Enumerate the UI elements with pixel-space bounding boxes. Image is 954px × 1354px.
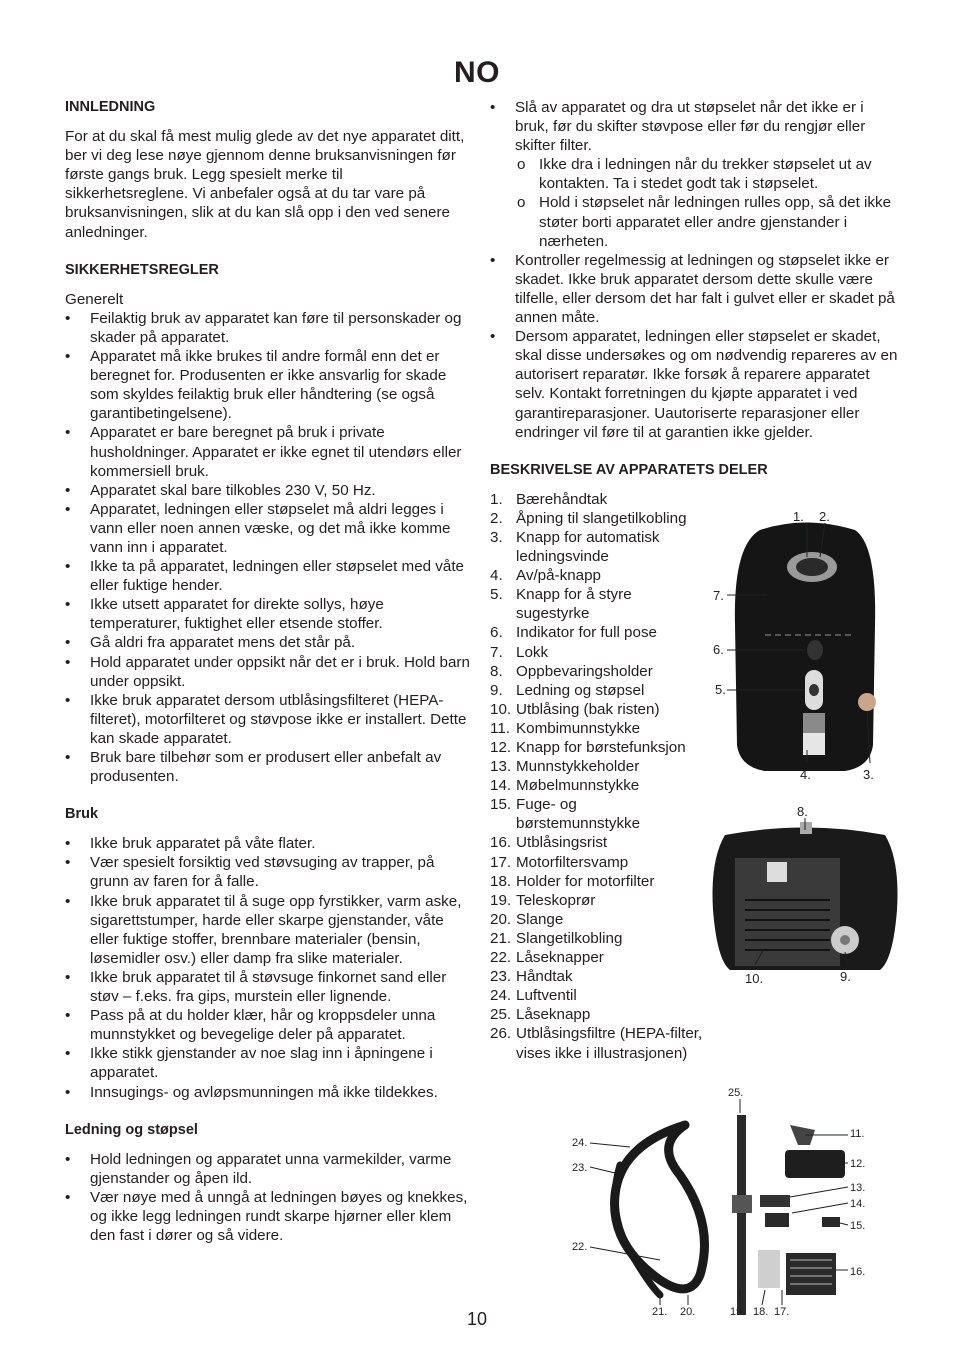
parts-list-text: Munnstykkeholder bbox=[516, 758, 640, 776]
cord-list-continued bbox=[490, 98, 900, 442]
figure-label: 12. bbox=[850, 1158, 866, 1170]
parts-list-text: Indikator for full pose bbox=[516, 624, 657, 642]
parts-list-item bbox=[490, 738, 705, 757]
list-item: • Innsugings- og avløpsmunningen må ikke tildekkes. bbox=[65, 1083, 470, 1102]
parts-list-item bbox=[490, 643, 705, 662]
figure-label: 17. bbox=[774, 1306, 790, 1318]
list-item: • Feilaktig bruk av apparatet kan føre til personskader og skader på apparatet. bbox=[65, 309, 470, 347]
parts-list-item bbox=[490, 1005, 705, 1024]
left-column bbox=[65, 98, 470, 1245]
list-item: • Vær spesielt forsiktig ved støvsuging av trapper, på grunn av faren for å falle. bbox=[65, 853, 470, 891]
list-item: • Slå av apparatet og dra ut støpselet når det ikke er i bruk, før du skifter støvpose eller før du rengjør eller skifter filter. bbox=[490, 98, 900, 155]
cord-list bbox=[65, 1150, 470, 1245]
parts-list bbox=[490, 490, 705, 1063]
parts-list-item bbox=[490, 891, 705, 910]
parts-list-number: 24. bbox=[490, 987, 512, 1005]
parts-list-item bbox=[490, 853, 705, 872]
figure-label: 24. bbox=[572, 1137, 588, 1149]
figure-label: 13. bbox=[850, 1182, 866, 1194]
figure-label: 10. bbox=[745, 971, 764, 986]
parts-heading: BESKRIVELSE AV APPARATETS DELER bbox=[490, 461, 768, 478]
parts-list-item bbox=[490, 681, 705, 700]
list-item: • Ikke utsett apparatet for direkte sollys, høye temperaturer, fuktighet eller etsende stoffer. bbox=[65, 595, 470, 633]
intro-heading: INNLEDNING bbox=[65, 99, 156, 115]
page-number: 10 bbox=[466, 1309, 488, 1329]
use-list bbox=[65, 834, 470, 1101]
parts-list-number: 9. bbox=[490, 681, 503, 699]
figure-label: 21. bbox=[652, 1306, 668, 1318]
parts-list-number: 1. bbox=[490, 490, 503, 508]
parts-list-number: 2. bbox=[490, 509, 503, 527]
parts-list-text: Slange bbox=[516, 910, 564, 928]
parts-list-number: 4. bbox=[490, 567, 503, 585]
parts-list-number: 10. bbox=[490, 700, 512, 718]
intro-text: For at du skal få mest mulig glede av det nye apparatet ditt, ber vi deg lese nøye gjennom denne bruksanvisningen før første gangs bruk. Legg spesielt merke til sikkerhetsreglene. Vi anbefaler også at du tar vare på bruksanvisningen, slik at du kan slå opp i den ved senere anledninger. bbox=[65, 128, 465, 241]
list-item: • Hold apparatet under oppsikt når det er i bruk. Hold barn under oppsikt. bbox=[65, 653, 470, 691]
parts-list-number: 17. bbox=[490, 853, 512, 871]
parts-list-text: Av/på-knapp bbox=[516, 567, 601, 585]
parts-list-item bbox=[490, 509, 705, 528]
parts-list-number: 22. bbox=[490, 949, 512, 967]
parts-list-text: Håndtak bbox=[516, 968, 573, 986]
parts-list-number: 6. bbox=[490, 624, 503, 642]
list-item: • Vær nøye med å unngå at ledningen bøyes og knekkes, og ikke legg ledningen rundt skarpe hjørner eller klem den fast i dører og så videre. bbox=[65, 1188, 470, 1245]
parts-list-number: 3. bbox=[490, 528, 503, 546]
figure-label: 4. bbox=[800, 767, 811, 782]
parts-list-number: 20. bbox=[490, 910, 512, 928]
parts-list-text: Knapp for automatisk ledningsvinde bbox=[516, 528, 660, 566]
parts-list-text: Utblåsing (bak risten) bbox=[516, 700, 660, 718]
parts-list-number: 23. bbox=[490, 968, 512, 986]
list-item: • Bruk bare tilbehør som er produsert eller anbefalt av produsenten. bbox=[65, 748, 470, 786]
parts-list-text: Holder for motorfilter bbox=[516, 872, 655, 890]
list-item: • Ikke ta på apparatet, ledningen eller støpselet med våte eller fuktige hender. bbox=[65, 557, 470, 595]
sub-list-item: o Ikke dra i ledningen når du trekker støpselet ut av kontakten. Ta i stedet godt tak i støpselet. bbox=[490, 155, 900, 193]
parts-list-number: 19. bbox=[490, 891, 512, 909]
use-heading: Bruk bbox=[65, 806, 99, 823]
parts-list-item bbox=[490, 776, 705, 795]
figure-label: 14. bbox=[850, 1198, 866, 1210]
parts-list-text: Lokk bbox=[516, 643, 549, 661]
list-item: • Apparatet, ledningen eller støpselet må aldri legges i vann eller noen annen væske, og det må ikke komme vann inn i apparatet. bbox=[65, 500, 470, 557]
figure-label: 11. bbox=[850, 1128, 865, 1140]
list-item: • Ikke bruk apparatet dersom utblåsingsfilteret (HEPA-filteret), motorfilteret og støvpose ikke er installert. Dette kan skade apparatet. bbox=[65, 691, 470, 748]
parts-list-item bbox=[490, 719, 705, 738]
figure-label: 5. bbox=[715, 682, 726, 697]
figure-label: 2. bbox=[819, 509, 830, 524]
parts-list-item bbox=[490, 872, 705, 891]
parts-list-number: 25. bbox=[490, 1006, 512, 1024]
figure-label: 23. bbox=[572, 1162, 588, 1174]
parts-list-item bbox=[490, 910, 705, 929]
figure-label: 3. bbox=[863, 767, 874, 782]
parts-list-item bbox=[490, 566, 705, 585]
parts-list-item bbox=[490, 948, 705, 967]
parts-list-text: Møbelmunnstykke bbox=[516, 777, 640, 795]
list-item: • Apparatet skal bare tilkobles 230 V, 50 Hz. bbox=[65, 481, 470, 500]
parts-list-number: 26. bbox=[490, 1025, 512, 1043]
parts-list-item bbox=[490, 662, 705, 681]
parts-list-number: 18. bbox=[490, 872, 512, 890]
list-item: • Ikke bruk apparatet til å suge opp fyrstikker, varm aske, sigarettstumper, harde eller skarpe gjenstander, våte eller fuktige stoffer, brennbare materialer (bensin, løsemidler osv.) eller damp fra slike materialer. bbox=[65, 892, 470, 968]
parts-list-number: 8. bbox=[490, 662, 503, 680]
general-list bbox=[65, 309, 470, 786]
figure-label: 1. bbox=[793, 509, 804, 524]
figure-label: 7. bbox=[713, 588, 724, 603]
parts-list-item bbox=[490, 757, 705, 776]
parts-list-item bbox=[490, 700, 705, 719]
parts-list-number: 7. bbox=[490, 643, 503, 661]
figure-label: 22. bbox=[572, 1241, 588, 1253]
parts-list-item bbox=[490, 795, 705, 833]
parts-list-text: Kombimunnstykke bbox=[516, 719, 641, 737]
parts-list-text: Motorfiltersvamp bbox=[516, 853, 629, 871]
list-item: • Ikke stikk gjenstander av noe slag inn i åpningene i apparatet. bbox=[65, 1044, 470, 1082]
figure-label: 9. bbox=[840, 969, 851, 984]
list-item: • Pass på at du holder klær, hår og kroppsdeler unna munnstykket og bevegelige deler på apparatet. bbox=[65, 1006, 470, 1044]
parts-list-item bbox=[490, 528, 705, 566]
parts-list-text: Slangetilkobling bbox=[516, 929, 623, 947]
page-title: NO bbox=[454, 56, 500, 89]
parts-list-text: Bærehåndtak bbox=[516, 490, 608, 508]
figure-label: 8. bbox=[797, 804, 808, 819]
parts-list-number: 5. bbox=[490, 586, 503, 604]
parts-list-text: Ledning og støpsel bbox=[516, 681, 645, 699]
parts-list-text: Låseknapper bbox=[516, 949, 604, 967]
parts-list-number: 15. bbox=[490, 796, 512, 814]
figure-label: 15. bbox=[850, 1220, 866, 1232]
parts-list-item bbox=[490, 986, 705, 1005]
parts-list-item bbox=[490, 585, 705, 623]
parts-list-text: Knapp for å styre sugestyrke bbox=[516, 586, 632, 623]
list-item: • Ikke bruk apparatet på våte flater. bbox=[65, 834, 470, 853]
parts-list-item bbox=[490, 967, 705, 986]
parts-list-number: 11. bbox=[490, 719, 510, 737]
parts-list-text: Fuge- og børstemunnstykke bbox=[516, 796, 641, 833]
general-label: Generelt bbox=[65, 290, 124, 308]
parts-list-item bbox=[490, 929, 705, 948]
parts-list-text: Teleskoprør bbox=[516, 891, 596, 909]
list-item: • Gå aldri fra apparatet mens det står på. bbox=[65, 633, 470, 652]
parts-list-text: Oppbevaringsholder bbox=[516, 662, 653, 680]
parts-list-number: 14. bbox=[490, 777, 512, 795]
vacuum-top-view-figure bbox=[705, 505, 905, 790]
list-item: • Apparatet er bare beregnet på bruk i private husholdninger. Apparatet er ikke egnet til utendørs eller kommersiell bruk. bbox=[65, 423, 470, 480]
list-item: • Hold ledningen og apparatet unna varmekilder, varme gjenstander og åpen ild. bbox=[65, 1150, 470, 1188]
sub-list-item: o Hold i støpselet når ledningen rulles opp, så det ikke støter borti apparatet eller andre gjenstander i nærheten. bbox=[490, 193, 900, 250]
cord-heading: Ledning og støpsel bbox=[65, 1121, 198, 1138]
safety-heading: SIKKERHETSREGLER bbox=[65, 261, 219, 278]
figure-label: 16. bbox=[850, 1266, 866, 1278]
parts-list-text: Knapp for børstefunksjon bbox=[516, 739, 686, 756]
figure-label: 19. bbox=[730, 1306, 746, 1318]
parts-list-item bbox=[490, 490, 705, 509]
accessories-figure bbox=[560, 1085, 880, 1320]
parts-list-text: Låseknapp bbox=[516, 1006, 591, 1024]
figure-label: 18. bbox=[753, 1306, 769, 1318]
list-item: • Apparatet må ikke brukes til andre formål enn det er beregnet for. Produsenten er ikke ansvarlig for skade som skyldes feilaktig bruk eller håndtering (se også garantibetingelsene). bbox=[65, 347, 470, 423]
parts-list-number: 16. bbox=[490, 834, 512, 852]
parts-list-number: 13. bbox=[490, 758, 512, 776]
list-item: • Kontroller regelmessig at ledningen og støpselet ikke er skadet. Ikke bruk apparatet dersom dette skulle være tilfelle, eller dersom det har falt i gulvet eller er skadet på annen måte. bbox=[490, 251, 900, 327]
parts-list-text: Utblåsingsfiltre (HEPA-filter, vises ikke i illustrasjonen) bbox=[516, 1025, 703, 1062]
list-item: • Dersom apparatet, ledningen eller støpselet er skadet, skal disse undersøkes og om nødvendig repareres av en autorisert reparatør. Ikke forsøk å reparere apparatet selv. Kontakt forretningen du kjøpte apparatet i ved garantireparasjoner. Uautoriserte reparasjoner eller endringer vil føre til at garantien ikke gjelder. bbox=[490, 327, 900, 442]
figure-label: 25. bbox=[728, 1087, 744, 1099]
vacuum-back-view-figure bbox=[705, 800, 905, 990]
parts-list-text: Åpning til slangetilkobling bbox=[516, 509, 687, 527]
parts-list-item bbox=[490, 833, 705, 852]
parts-list-number: 21. bbox=[490, 929, 512, 947]
list-item: • Ikke bruk apparatet til å støvsuge finkornet sand eller støv – f.eks. fra gips, murstein eller lignende. bbox=[65, 968, 470, 1006]
parts-list-text: Luftventil bbox=[516, 987, 577, 1005]
parts-list-text: Utblåsingsrist bbox=[516, 834, 608, 852]
figure-label: 20. bbox=[680, 1306, 696, 1318]
parts-list-number: 12. bbox=[490, 739, 512, 756]
parts-list-item bbox=[490, 1024, 705, 1062]
parts-list-item bbox=[490, 623, 705, 642]
figure-label: 6. bbox=[713, 642, 724, 657]
